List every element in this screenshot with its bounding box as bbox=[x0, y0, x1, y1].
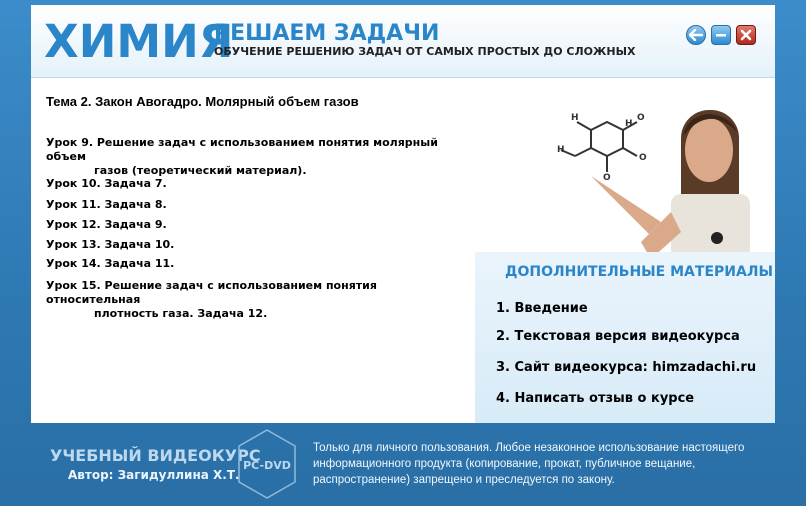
lesson-label: Урок 10. Задача 7. bbox=[46, 177, 167, 190]
lesson-item[interactable] bbox=[46, 177, 466, 191]
svg-text:Н: Н bbox=[571, 113, 579, 123]
lesson-label: Урок 15. Решение задач с использованием понятия относительная bbox=[46, 279, 377, 306]
svg-text:О: О bbox=[637, 113, 645, 123]
logo-title: ХИМИЯ bbox=[44, 15, 234, 68]
lesson-label-cont: плотность газа. Задача 12. bbox=[94, 307, 268, 320]
lesson-label: Урок 12. Задача 9. bbox=[46, 218, 167, 231]
extra-materials-panel bbox=[475, 252, 775, 423]
main-window bbox=[31, 5, 775, 423]
extra-item-text-version[interactable]: 2. Текстовая версия видеокурса bbox=[496, 329, 740, 344]
topic-title: Тема 2. Закон Авогадро. Молярный объем газов bbox=[46, 94, 359, 109]
minimize-button[interactable] bbox=[711, 25, 731, 45]
logo-tagline: ОБУЧЕНИЕ РЕШЕНИЮ ЗАДАЧ ОТ САМЫХ ПРОСТЫХ ДО СЛОЖНЫХ bbox=[214, 45, 636, 58]
lesson-item[interactable] bbox=[46, 218, 466, 232]
lesson-item[interactable] bbox=[46, 198, 466, 212]
back-button[interactable] bbox=[686, 25, 706, 45]
extra-item-website[interactable]: 3. Сайт видеокурса: himzadachi.ru bbox=[496, 360, 757, 375]
lesson-label-cont: газов (теоретический материал). bbox=[94, 164, 307, 177]
svg-text:О: О bbox=[603, 173, 611, 183]
close-icon bbox=[740, 29, 752, 41]
lesson-label: Урок 13. Задача 10. bbox=[46, 238, 175, 251]
lesson-label: Урок 14. Задача 11. bbox=[46, 257, 175, 270]
chemist-photo bbox=[531, 102, 750, 259]
copyright-notice: Только для личного пользования. Любое незаконное использование настоящего информационного продукта (копирование, прокат, публичное вещание, распространение) запрещено и преследуется по закону. bbox=[313, 442, 745, 486]
extra-item-intro[interactable]: 1. Введение bbox=[496, 301, 588, 316]
footer-title: УЧЕБНЫЙ ВИДЕОКУРС bbox=[50, 446, 261, 465]
svg-text:Н: Н bbox=[625, 119, 633, 129]
lesson-item[interactable] bbox=[46, 279, 466, 321]
lesson-label: Урок 9. Решение задач с использованием понятия молярный объем bbox=[46, 136, 438, 163]
extra-item-feedback[interactable]: 4. Написать отзыв о курсе bbox=[496, 391, 695, 406]
header bbox=[31, 5, 775, 78]
lesson-item[interactable] bbox=[46, 136, 466, 178]
svg-text:О: О bbox=[639, 153, 647, 163]
logo-subtitle: РЕШАЕМ ЗАДАЧИ bbox=[214, 21, 440, 46]
lesson-label: Урок 11. Задача 8. bbox=[46, 198, 167, 211]
footer-author: Автор: Загидуллина Х.Т. bbox=[68, 468, 240, 482]
pc-dvd-badge bbox=[236, 428, 298, 500]
lesson-item[interactable] bbox=[46, 238, 466, 252]
close-button[interactable] bbox=[736, 25, 756, 45]
back-arrow-icon bbox=[689, 29, 703, 41]
badge-label: PC-DVD bbox=[243, 459, 291, 472]
minimize-icon bbox=[715, 29, 727, 41]
lesson-item[interactable] bbox=[46, 257, 466, 271]
svg-text:Н: Н bbox=[557, 145, 565, 155]
extra-materials-title: ДОПОЛНИТЕЛЬНЫЕ МАТЕРИАЛЫ bbox=[505, 264, 773, 280]
